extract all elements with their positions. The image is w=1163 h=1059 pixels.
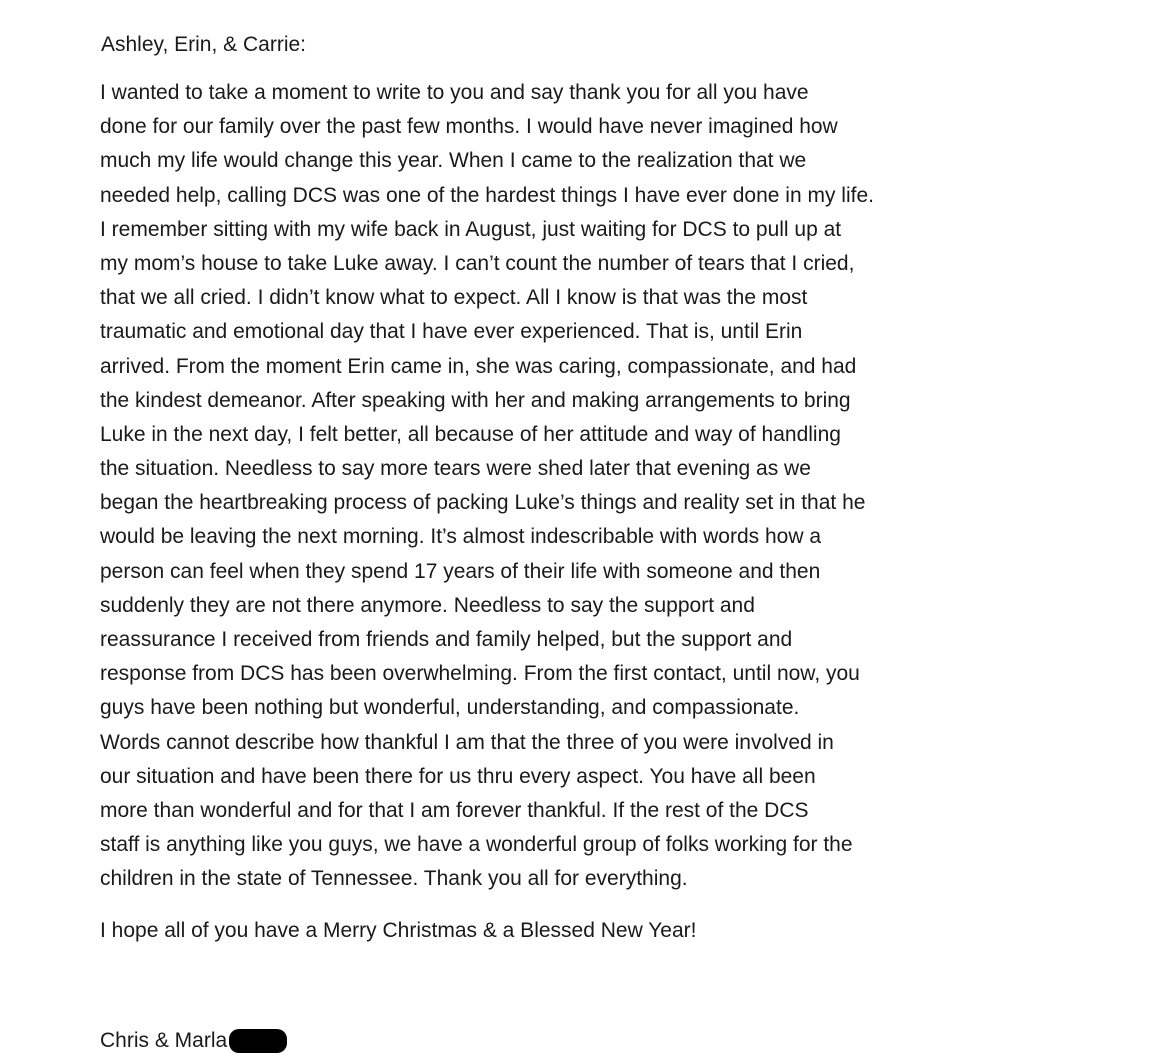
body-line: children in the state of Tennessee. Thank you all for everything.	[100, 867, 688, 891]
body-line: I remember sitting with my wife back in August, just waiting for DCS to pull up at	[100, 217, 842, 241]
body-line: our situation and have been there for us thru every aspect. You have all been	[100, 764, 816, 788]
body-line: needed help, calling DCS was one of the hardest things I have ever done in my life.	[100, 183, 874, 207]
body-line: the situation. Needless to say more tears were shed later that evening as we	[100, 457, 811, 481]
body-line: my mom’s house to take Luke away. I can’t count the number of tears that I cried,	[100, 251, 855, 275]
body-line: would be leaving the next morning. It’s almost indescribable with words how a	[100, 525, 821, 549]
letter	[100, 28, 930, 948]
letter-body	[100, 76, 930, 897]
body-line: Words cannot describe how thankful I am that the three of you were involved in	[100, 730, 834, 754]
body-line: response from DCS has been overwhelming. From the first contact, until now, you	[100, 662, 860, 686]
body-line: that we all cried. I didn’t know what to expect. All I know is that was the most	[100, 286, 808, 310]
body-line: arrived. From the moment Erin came in, she was caring, compassionate, and had	[100, 354, 857, 378]
body-line: reassurance I received from friends and family helped, but the support and	[100, 628, 793, 651]
body-line: Luke in the next day, I felt better, all because of her attitude and way of handling	[100, 422, 841, 446]
body-line: traumatic and emotional day that I have ever experienced. That is, until Erin	[100, 320, 803, 344]
body-line: the kindest demeanor. After speaking with her and making arrangements to bring	[100, 388, 851, 412]
body-line: staff is anything like you guys, we have a wonderful group of folks working for the	[100, 833, 853, 857]
body-line: more than wonderful and for that I am forever thankful. If the rest of the DCS	[100, 798, 809, 822]
body-line: suddenly they are not there anymore. Needless to say the support and	[100, 593, 755, 617]
letter-signature	[100, 1024, 287, 1058]
letter-greeting: Ashley, Erin, & Carrie:	[101, 33, 307, 56]
redaction-mark	[229, 1029, 287, 1053]
body-line: guys have been nothing but wonderful, understanding, and compassionate.	[100, 696, 800, 720]
signature-names: Chris & Marla	[100, 1029, 228, 1052]
body-line: person can feel when they spend 17 years of their life with someone and then	[100, 559, 821, 583]
body-line: began the heartbreaking process of packing Luke’s things and reality set in that he	[100, 491, 866, 515]
body-line: much my life would change this year. When I came to the realization that we	[100, 149, 807, 173]
body-line: done for our family over the past few months. I would have never imagined how	[100, 115, 838, 139]
body-line: I wanted to take a moment to write to you and say thank you for all you have	[100, 81, 809, 104]
letter-closing: I hope all of you have a Merry Christmas & a Blessed New Year!	[100, 918, 697, 942]
